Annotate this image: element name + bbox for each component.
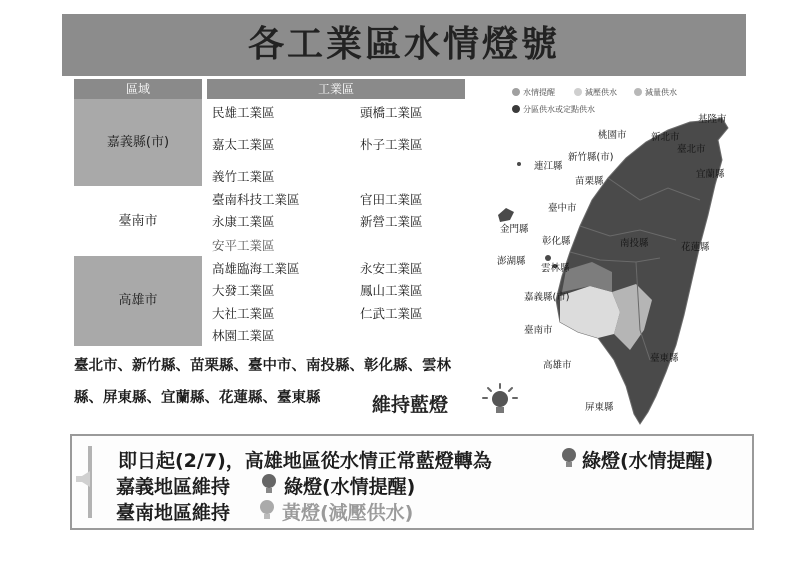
city-label: 雲林縣	[541, 263, 570, 274]
bulb-icon	[480, 382, 520, 418]
city-label: 臺東縣	[650, 353, 679, 364]
legend-label: 水情提醒	[523, 88, 555, 97]
legend-label: 減量供水	[645, 88, 677, 97]
zone-item: 鳳山工業區	[360, 283, 423, 298]
bulb-icon	[258, 472, 280, 496]
city-label: 屏東縣	[585, 402, 614, 413]
city-label: 基隆市	[698, 114, 727, 125]
zone-item: 嘉太工業區	[212, 137, 275, 152]
city-label: 嘉義縣(市)	[524, 292, 570, 303]
zone-item: 高雄臨海工業區	[212, 261, 300, 276]
legend-label: 分區供水或定點供水	[523, 105, 595, 114]
city-label: 金門縣	[500, 224, 529, 235]
region-chiayi: 嘉義縣(市)	[74, 99, 202, 186]
legend-swatch	[634, 88, 642, 96]
summary-line-1: 臺北市、新竹縣、苗栗縣、臺中市、南投縣、彰化縣、雲林	[74, 358, 451, 374]
zone-item: 官田工業區	[360, 192, 423, 207]
city-label: 高雄市	[543, 360, 572, 371]
zone-item: 仁武工業區	[360, 306, 423, 321]
city-label: 連江縣	[534, 161, 563, 172]
zone-item: 林園工業區	[212, 328, 275, 343]
city-label: 澎湖縣	[497, 256, 526, 267]
zone-item: 永康工業區	[212, 214, 275, 229]
kinmen-island-shape	[498, 208, 514, 222]
notice-line-3-status: 黃燈(減壓供水)	[282, 502, 414, 524]
notice-line-2-status: 綠燈(水情提醒)	[284, 476, 416, 498]
city-label: 花蓮縣	[681, 242, 710, 253]
bulb-icon	[558, 446, 580, 470]
table-header-region: 區域	[74, 79, 202, 99]
zone-item: 永安工業區	[360, 261, 423, 276]
notice-line-1-status: 綠燈(水情提醒)	[582, 450, 714, 472]
notice-line-2: 嘉義地區維持	[116, 476, 231, 498]
blue-status-label: 維持藍燈	[372, 394, 449, 416]
region-kaohsiung: 高雄市	[74, 256, 202, 346]
page-title: 各工業區水情燈號	[247, 24, 560, 65]
zone-item: 朴子工業區	[360, 137, 423, 152]
taiwan-map	[490, 110, 750, 430]
legend-label: 減壓供水	[585, 88, 617, 97]
zone-item: 臺南科技工業區	[212, 192, 300, 207]
city-label: 彰化縣	[542, 236, 571, 247]
city-label: 桃園市	[598, 130, 627, 141]
legend-swatch	[574, 88, 582, 96]
city-label: 臺南市	[524, 325, 553, 336]
city-label: 宜蘭縣	[696, 169, 725, 180]
megaphone-icon	[74, 468, 94, 490]
legend-swatch	[512, 88, 520, 96]
zone-item: 大社工業區	[212, 306, 275, 321]
zone-item: 頭橋工業區	[360, 105, 423, 120]
region-tainan: 臺南市	[74, 188, 202, 256]
city-label: 南投縣	[620, 238, 649, 249]
notice-line-1: 即日起(2/7)，高雄地區從水情正常藍燈轉為	[118, 450, 492, 472]
table-header-zone: 工業區	[207, 79, 465, 99]
city-label: 新北市	[651, 132, 680, 143]
city-label: 苗栗縣	[575, 176, 604, 187]
city-label: 臺中市	[548, 203, 577, 214]
zone-item: 安平工業區	[212, 238, 275, 253]
zone-item: 民雄工業區	[212, 105, 275, 120]
city-label: 新竹縣(市)	[568, 152, 614, 163]
title-banner	[62, 14, 746, 76]
zone-item: 新營工業區	[360, 214, 423, 229]
matsu-island-shape	[517, 162, 521, 166]
zone-item: 大發工業區	[212, 283, 275, 298]
zone-item: 義竹工業區	[212, 169, 275, 184]
city-label: 臺北市	[677, 144, 706, 155]
notice-line-3: 臺南地區維持	[116, 502, 231, 524]
summary-line-2: 縣、屏東縣、宜蘭縣、花蓮縣、臺東縣	[74, 390, 321, 406]
bulb-icon	[256, 498, 278, 522]
